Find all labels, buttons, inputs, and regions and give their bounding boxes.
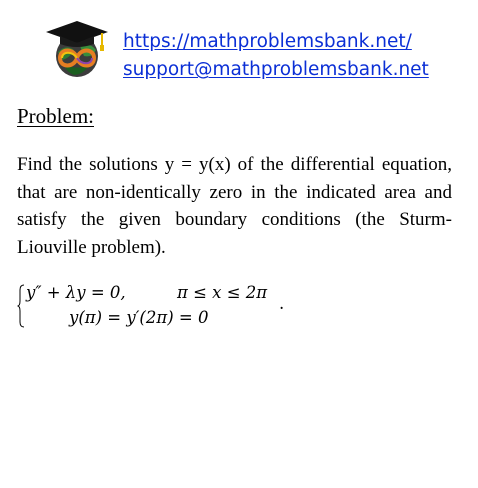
- interval-condition: π ≤ x ≤ 2π: [177, 283, 268, 302]
- graduation-cap-infinity-globe-icon: [44, 18, 110, 80]
- problem-heading: Problem:: [17, 104, 94, 128]
- left-brace-icon: [17, 283, 25, 329]
- email-link[interactable]: support@mathproblemsbank.net: [123, 59, 429, 80]
- equation-system: [17, 283, 307, 335]
- website-link[interactable]: https://mathproblemsbank.net/: [123, 31, 412, 52]
- system-period: .: [279, 294, 285, 313]
- differential-equation: y″ + λy = 0,: [26, 283, 126, 302]
- contact-links: [123, 28, 429, 84]
- boundary-condition: y(π) = y′(2π) = 0: [69, 308, 209, 327]
- problem-text: Find the solutions y = y(x) of the differential equation, that are non-identically zero in the indicated area and satisfy the given boundary conditions (the Sturm-Liouville problem).: [17, 154, 452, 258]
